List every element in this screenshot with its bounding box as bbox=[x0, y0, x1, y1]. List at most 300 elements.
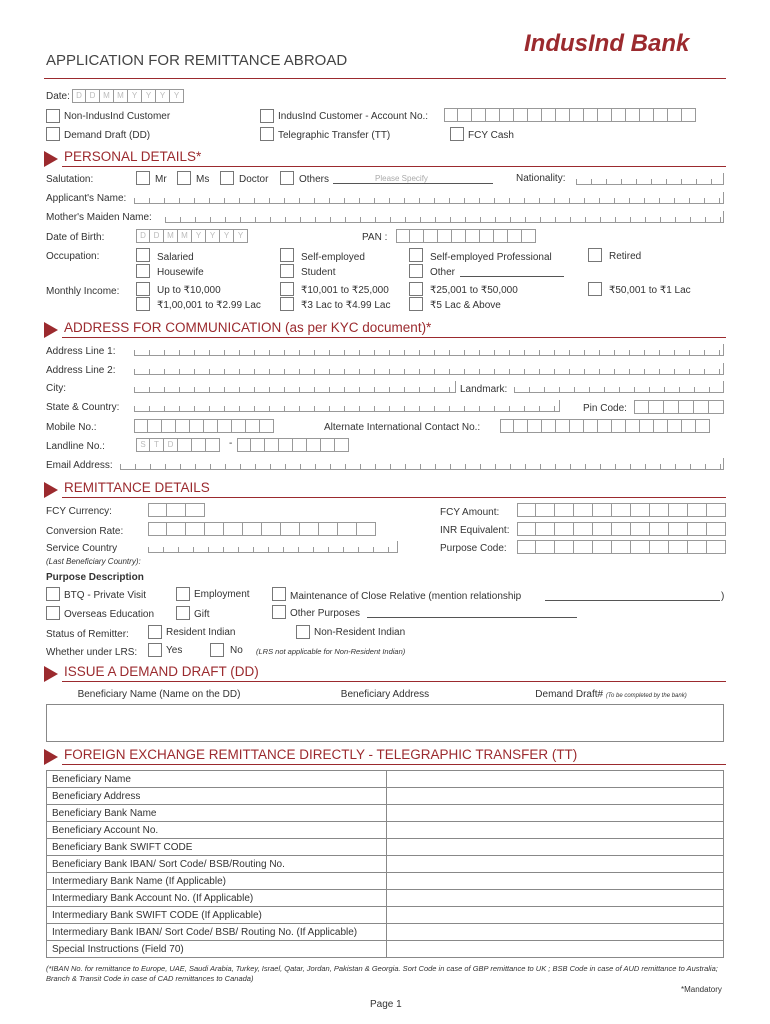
customer-checkbox[interactable] bbox=[260, 109, 274, 123]
applicant-name-field[interactable] bbox=[134, 192, 724, 204]
overseas-checkbox[interactable] bbox=[46, 606, 60, 620]
other-occupation-field[interactable] bbox=[460, 267, 564, 277]
tt-row bbox=[47, 873, 724, 890]
purpose-code-label: Purpose Code: bbox=[440, 543, 507, 554]
char-box[interactable]: Y bbox=[192, 229, 206, 243]
pin-label: Pin Code: bbox=[583, 403, 627, 414]
tt-row bbox=[47, 907, 724, 924]
char-box[interactable] bbox=[500, 108, 514, 122]
pan-field[interactable] bbox=[396, 229, 536, 243]
char-box[interactable] bbox=[593, 540, 612, 554]
char-box[interactable] bbox=[500, 419, 514, 433]
char-box[interactable] bbox=[626, 419, 640, 433]
overseas-label: Overseas Education bbox=[64, 609, 155, 620]
char-box[interactable] bbox=[654, 108, 668, 122]
email-label: Email Address: bbox=[46, 460, 113, 471]
dd-col-name: Beneficiary Name (Name on the DD) bbox=[77, 688, 241, 700]
char-box[interactable] bbox=[555, 503, 574, 517]
char-box[interactable]: M bbox=[114, 89, 128, 103]
student-checkbox[interactable] bbox=[280, 264, 294, 278]
char-box[interactable] bbox=[612, 419, 626, 433]
char-box[interactable]: Y bbox=[170, 89, 184, 103]
char-box[interactable] bbox=[508, 229, 522, 243]
inc2-label: ₹1,00,001 to ₹2.99 Lac bbox=[157, 300, 261, 311]
char-box[interactable] bbox=[246, 419, 260, 433]
char-box[interactable] bbox=[574, 540, 593, 554]
tt-row bbox=[47, 822, 724, 839]
char-box[interactable] bbox=[707, 522, 726, 536]
nationality-field[interactable] bbox=[576, 173, 724, 185]
tt-row bbox=[47, 856, 724, 873]
non-resident-label: Non-Resident Indian bbox=[314, 627, 406, 638]
dd-col-address: Beneficiary Address bbox=[340, 688, 430, 700]
char-box[interactable] bbox=[167, 503, 186, 517]
char-box[interactable] bbox=[570, 108, 584, 122]
char-box[interactable] bbox=[688, 540, 707, 554]
char-box[interactable] bbox=[517, 540, 536, 554]
state-label: State & Country: bbox=[46, 402, 120, 413]
date-label: Date: bbox=[46, 91, 70, 102]
tt-row-value[interactable] bbox=[387, 924, 724, 941]
alt-contact-field[interactable] bbox=[500, 419, 710, 433]
applicant-label: Applicant's Name: bbox=[46, 193, 127, 204]
housewife-checkbox[interactable] bbox=[136, 264, 150, 278]
nationality-label: Nationality: bbox=[516, 173, 566, 184]
char-box[interactable] bbox=[224, 522, 243, 536]
housewife-label: Housewife bbox=[157, 267, 204, 278]
tt-row-label: Intermediary Bank IBAN/ Sort Code/ BSB/ Routing No. (If Applicable) bbox=[47, 924, 387, 941]
char-box[interactable]: Y bbox=[234, 229, 248, 243]
inr-label: INR Equivalent: bbox=[440, 525, 510, 536]
tt-row-label: Beneficiary Address bbox=[47, 788, 387, 805]
char-box[interactable] bbox=[167, 522, 186, 536]
char-box[interactable] bbox=[650, 503, 669, 517]
char-box[interactable] bbox=[528, 419, 542, 433]
char-box[interactable]: Y bbox=[142, 89, 156, 103]
char-box[interactable] bbox=[338, 522, 357, 536]
char-box[interactable]: Y bbox=[220, 229, 234, 243]
fcy-currency-label: FCY Currency: bbox=[46, 506, 112, 517]
others-checkbox[interactable] bbox=[280, 171, 294, 185]
char-box[interactable] bbox=[574, 503, 593, 517]
salaried-checkbox[interactable] bbox=[136, 248, 150, 262]
char-box[interactable] bbox=[279, 438, 293, 452]
char-box[interactable] bbox=[528, 108, 542, 122]
footer-note: (*IBAN No. for remittance to Europe, UAE, Saudi Arabia, Turkey, Israel, Qatar, Jordan, Pakistan & Georgia. Sort Code in case of GBP remittance to UK ; BSB Code in case of AUD remittance to Australia; Branch & Transit Code in case of CAD remittances to Canada) bbox=[46, 964, 718, 983]
char-box[interactable] bbox=[424, 229, 438, 243]
please-specify-hint: Please Specify bbox=[375, 174, 428, 183]
non-customer-checkbox[interactable] bbox=[46, 109, 60, 123]
other-purposes-field[interactable] bbox=[367, 608, 577, 618]
address-line1-label: Address Line 1: bbox=[46, 346, 116, 357]
char-box[interactable] bbox=[555, 540, 574, 554]
city-label: City: bbox=[46, 383, 66, 394]
char-box[interactable] bbox=[186, 503, 205, 517]
tt-row-value[interactable] bbox=[387, 941, 724, 958]
char-box[interactable] bbox=[598, 108, 612, 122]
char-box[interactable] bbox=[631, 540, 650, 554]
char-box[interactable] bbox=[335, 438, 349, 452]
char-box[interactable] bbox=[281, 522, 300, 536]
char-box[interactable]: S bbox=[136, 438, 150, 452]
tt-row-label: Beneficiary Name bbox=[47, 771, 387, 788]
char-box[interactable] bbox=[134, 419, 148, 433]
gift-checkbox[interactable] bbox=[176, 606, 190, 620]
char-box[interactable] bbox=[522, 229, 536, 243]
self-prof-label: Self-employed Professional bbox=[430, 252, 552, 263]
char-box[interactable] bbox=[707, 503, 726, 517]
inc1-label: Up to ₹10,000 bbox=[157, 285, 221, 296]
char-box[interactable] bbox=[668, 108, 682, 122]
mother-label: Mother's Maiden Name: bbox=[46, 212, 152, 223]
email-field[interactable] bbox=[120, 458, 724, 470]
inc3-label: ₹10,001 to ₹25,000 bbox=[301, 285, 389, 296]
mandatory-note: *Mandatory bbox=[681, 985, 722, 994]
page-title: APPLICATION FOR REMITTANCE ABROAD bbox=[46, 52, 348, 69]
char-box[interactable]: Y bbox=[206, 229, 220, 243]
inc3-checkbox[interactable] bbox=[280, 282, 294, 296]
char-box[interactable] bbox=[574, 522, 593, 536]
yes-checkbox[interactable] bbox=[148, 643, 162, 657]
dob-field[interactable] bbox=[136, 229, 248, 243]
char-box[interactable] bbox=[452, 229, 466, 243]
salaried-label: Salaried bbox=[157, 252, 194, 263]
conversion-label: Conversion Rate: bbox=[46, 526, 124, 537]
char-box[interactable] bbox=[514, 419, 528, 433]
tt-table bbox=[46, 770, 724, 958]
page-number: Page 1 bbox=[370, 999, 402, 1010]
tt-row-value[interactable] bbox=[387, 856, 724, 873]
char-box[interactable]: D bbox=[164, 438, 178, 452]
bank-logo: IndusInd Bank bbox=[524, 30, 690, 57]
char-box[interactable] bbox=[696, 419, 710, 433]
char-box[interactable] bbox=[293, 438, 307, 452]
char-box[interactable]: M bbox=[164, 229, 178, 243]
inc5-checkbox[interactable] bbox=[409, 282, 423, 296]
char-box[interactable] bbox=[654, 419, 668, 433]
close-paren: ) bbox=[721, 591, 725, 602]
char-box[interactable] bbox=[694, 400, 709, 414]
btq-label: BTQ - Private Visit bbox=[64, 590, 147, 601]
header-rule bbox=[44, 78, 726, 79]
char-box[interactable] bbox=[669, 503, 688, 517]
char-box[interactable] bbox=[396, 229, 410, 243]
pin-field[interactable] bbox=[634, 400, 724, 414]
char-box[interactable] bbox=[593, 503, 612, 517]
char-box[interactable] bbox=[664, 400, 679, 414]
tt-row-value[interactable] bbox=[387, 890, 724, 907]
char-box[interactable] bbox=[444, 108, 458, 122]
fcy-amount-field[interactable] bbox=[517, 503, 726, 517]
no-label: No bbox=[230, 645, 243, 656]
dd-col-number: Demand Draft# (To be completed by the bank) bbox=[535, 688, 687, 700]
char-box[interactable] bbox=[148, 503, 167, 517]
tt-row-value[interactable] bbox=[387, 771, 724, 788]
other-purposes-checkbox[interactable] bbox=[272, 605, 286, 619]
char-box[interactable]: D bbox=[86, 89, 100, 103]
char-box[interactable] bbox=[237, 438, 251, 452]
dob-label: Date of Birth: bbox=[46, 232, 105, 243]
service-country-label: Service Country bbox=[46, 543, 118, 554]
other-purposes-label: Other Purposes bbox=[290, 608, 361, 619]
tt-row-value[interactable] bbox=[387, 822, 724, 839]
inc2-checkbox[interactable] bbox=[136, 297, 150, 311]
service-country-field[interactable] bbox=[148, 541, 398, 553]
fcy-currency-field[interactable] bbox=[148, 503, 205, 517]
char-box[interactable] bbox=[650, 522, 669, 536]
self-employed-label: Self-employed bbox=[301, 252, 365, 263]
char-box[interactable] bbox=[536, 540, 555, 554]
ms-label: Ms bbox=[196, 174, 210, 185]
other-occupation-checkbox[interactable] bbox=[409, 264, 423, 278]
state-field[interactable] bbox=[134, 400, 560, 412]
char-box[interactable] bbox=[570, 419, 584, 433]
char-box[interactable] bbox=[555, 522, 574, 536]
char-box[interactable]: D bbox=[150, 229, 164, 243]
char-box[interactable] bbox=[669, 540, 688, 554]
landmark-field[interactable] bbox=[514, 381, 724, 393]
char-box[interactable] bbox=[162, 419, 176, 433]
char-box[interactable] bbox=[192, 438, 206, 452]
char-box[interactable] bbox=[556, 108, 570, 122]
inc6-label: ₹5 Lac & Above bbox=[430, 300, 501, 311]
personal-section-header: PERSONAL DETAILS* bbox=[44, 149, 726, 167]
char-box[interactable] bbox=[260, 419, 274, 433]
char-box[interactable] bbox=[262, 522, 281, 536]
relationship-field[interactable] bbox=[545, 591, 720, 601]
dd-label: Demand Draft (DD) bbox=[64, 130, 151, 141]
char-box[interactable] bbox=[357, 522, 376, 536]
char-box[interactable] bbox=[612, 108, 626, 122]
char-box[interactable] bbox=[649, 400, 664, 414]
landline-label: Landline No.: bbox=[46, 441, 105, 452]
char-box[interactable] bbox=[514, 108, 528, 122]
char-box[interactable]: M bbox=[178, 229, 192, 243]
char-box[interactable] bbox=[517, 503, 536, 517]
fcy-cash-label: FCY Cash bbox=[468, 130, 514, 141]
char-box[interactable] bbox=[243, 522, 262, 536]
non-resident-checkbox[interactable] bbox=[296, 625, 310, 639]
maintenance-checkbox[interactable] bbox=[272, 587, 286, 601]
others-label: Others bbox=[299, 174, 330, 185]
account-number-field[interactable] bbox=[444, 108, 696, 122]
char-box[interactable] bbox=[598, 419, 612, 433]
tt-row bbox=[47, 771, 724, 788]
char-box[interactable] bbox=[631, 503, 650, 517]
char-box[interactable]: D bbox=[72, 89, 86, 103]
dd-table bbox=[46, 686, 724, 702]
tt-row-label: Intermediary Bank Name (If Applicable) bbox=[47, 873, 387, 890]
tt-row bbox=[47, 890, 724, 907]
mr-label: Mr bbox=[155, 174, 167, 185]
date-field[interactable] bbox=[72, 89, 184, 103]
address-section-header: ADDRESS FOR COMMUNICATION (as per KYC document)* bbox=[44, 320, 726, 338]
doctor-label: Doctor bbox=[239, 174, 269, 185]
self-employed-checkbox[interactable] bbox=[280, 248, 294, 262]
yes-label: Yes bbox=[166, 645, 183, 656]
char-box[interactable] bbox=[612, 522, 631, 536]
tt-row-value[interactable] bbox=[387, 839, 724, 856]
char-box[interactable] bbox=[688, 522, 707, 536]
inc4-label: ₹3 Lac to ₹4.99 Lac bbox=[301, 300, 391, 311]
dd-box[interactable] bbox=[46, 704, 724, 742]
char-box[interactable] bbox=[631, 522, 650, 536]
mobile-field[interactable] bbox=[134, 419, 274, 433]
char-box[interactable] bbox=[218, 419, 232, 433]
char-box[interactable] bbox=[634, 400, 649, 414]
address-line2-label: Address Line 2: bbox=[46, 365, 116, 376]
char-box[interactable] bbox=[668, 419, 682, 433]
char-box[interactable] bbox=[148, 522, 167, 536]
char-box[interactable] bbox=[438, 229, 452, 243]
char-box[interactable] bbox=[307, 438, 321, 452]
char-box[interactable] bbox=[205, 522, 224, 536]
fcy-cash-checkbox[interactable] bbox=[450, 127, 464, 141]
address-line2-field[interactable] bbox=[134, 363, 724, 375]
char-box[interactable] bbox=[486, 108, 500, 122]
landmark-label: Landmark: bbox=[460, 384, 508, 395]
btq-checkbox[interactable] bbox=[46, 587, 60, 601]
char-box[interactable]: M bbox=[100, 89, 114, 103]
char-box[interactable] bbox=[321, 438, 335, 452]
char-box[interactable] bbox=[232, 419, 246, 433]
tt-row-value[interactable] bbox=[387, 873, 724, 890]
char-box[interactable] bbox=[472, 108, 486, 122]
tt-row bbox=[47, 805, 724, 822]
inc7-label: ₹50,001 to ₹1 Lac bbox=[609, 285, 691, 296]
char-box[interactable] bbox=[682, 419, 696, 433]
other-occupation-label: Other bbox=[430, 267, 456, 278]
resident-checkbox[interactable] bbox=[148, 625, 162, 639]
inc7-checkbox[interactable] bbox=[588, 282, 602, 296]
mr-checkbox[interactable] bbox=[136, 171, 150, 185]
char-box[interactable] bbox=[536, 522, 555, 536]
char-box[interactable] bbox=[204, 419, 218, 433]
inc1-checkbox[interactable] bbox=[136, 282, 150, 296]
char-box[interactable] bbox=[458, 108, 472, 122]
resident-label: Resident Indian bbox=[166, 627, 236, 638]
char-box[interactable] bbox=[542, 108, 556, 122]
char-box[interactable] bbox=[517, 522, 536, 536]
char-box[interactable] bbox=[190, 419, 204, 433]
tt-label: Telegraphic Transfer (TT) bbox=[278, 130, 391, 141]
address-line1-field[interactable] bbox=[134, 344, 724, 356]
char-box[interactable]: Y bbox=[128, 89, 142, 103]
char-box[interactable]: Y bbox=[156, 89, 170, 103]
no-checkbox[interactable] bbox=[210, 643, 224, 657]
char-box[interactable] bbox=[319, 522, 338, 536]
landline-field[interactable] bbox=[237, 438, 349, 452]
char-box[interactable] bbox=[466, 229, 480, 243]
char-box[interactable] bbox=[688, 503, 707, 517]
ms-checkbox[interactable] bbox=[177, 171, 191, 185]
maintenance-label: Maintenance of Close Relative (mention relationship bbox=[290, 591, 522, 602]
char-box[interactable]: T bbox=[150, 438, 164, 452]
last-benef-label: (Last Beneficiary Country): bbox=[46, 557, 141, 566]
char-box[interactable] bbox=[494, 229, 508, 243]
tt-row bbox=[47, 941, 724, 958]
status-label: Status of Remitter: bbox=[46, 629, 129, 640]
occupation-label: Occupation: bbox=[46, 251, 100, 262]
tt-row-label: Beneficiary Account No. bbox=[47, 822, 387, 839]
char-box[interactable] bbox=[612, 540, 631, 554]
dd-checkbox[interactable] bbox=[46, 127, 60, 141]
alt-contact-label: Alternate International Contact No.: bbox=[324, 422, 481, 433]
char-box[interactable] bbox=[480, 229, 494, 243]
char-box[interactable] bbox=[556, 419, 570, 433]
tt-row-value[interactable] bbox=[387, 788, 724, 805]
char-box[interactable] bbox=[186, 522, 205, 536]
char-box[interactable] bbox=[593, 522, 612, 536]
inr-field[interactable] bbox=[517, 522, 726, 536]
purpose-code-field[interactable] bbox=[517, 540, 726, 554]
tt-row-label: Special Instructions (Field 70) bbox=[47, 941, 387, 958]
tt-row-label: Beneficiary Bank IBAN/ Sort Code/ BSB/Routing No. bbox=[47, 856, 387, 873]
tt-row bbox=[47, 924, 724, 941]
char-box[interactable] bbox=[612, 503, 631, 517]
char-box[interactable] bbox=[542, 419, 556, 433]
retired-checkbox[interactable] bbox=[588, 248, 602, 262]
char-box[interactable] bbox=[709, 400, 724, 414]
non-customer-label: Non-IndusInd Customer bbox=[64, 111, 171, 122]
salutation-label: Salutation: bbox=[46, 174, 94, 185]
char-box[interactable] bbox=[640, 108, 654, 122]
char-box[interactable] bbox=[265, 438, 279, 452]
char-box[interactable]: D bbox=[136, 229, 150, 243]
landline-dash: - bbox=[229, 438, 233, 449]
tt-row bbox=[47, 839, 724, 856]
city-field[interactable] bbox=[134, 381, 456, 393]
char-box[interactable] bbox=[584, 419, 598, 433]
tt-row-value[interactable] bbox=[387, 805, 724, 822]
char-box[interactable] bbox=[148, 419, 162, 433]
char-box[interactable] bbox=[176, 419, 190, 433]
conversion-field[interactable] bbox=[148, 522, 376, 536]
tt-row-label: Beneficiary Bank Name bbox=[47, 805, 387, 822]
pan-label: PAN : bbox=[362, 232, 388, 243]
char-box[interactable] bbox=[650, 540, 669, 554]
char-box[interactable] bbox=[536, 503, 555, 517]
char-box[interactable] bbox=[682, 108, 696, 122]
tt-row bbox=[47, 788, 724, 805]
employment-checkbox[interactable] bbox=[176, 587, 190, 601]
remittance-section-header: REMITTANCE DETAILS bbox=[44, 480, 726, 498]
char-box[interactable] bbox=[707, 540, 726, 554]
self-prof-checkbox[interactable] bbox=[409, 248, 423, 262]
char-box[interactable] bbox=[679, 400, 694, 414]
doctor-checkbox[interactable] bbox=[220, 171, 234, 185]
income-label: Monthly Income: bbox=[46, 286, 120, 297]
char-box[interactable] bbox=[178, 438, 192, 452]
char-box[interactable] bbox=[669, 522, 688, 536]
char-box[interactable] bbox=[584, 108, 598, 122]
employment-label: Employment bbox=[194, 589, 250, 600]
char-box[interactable] bbox=[206, 438, 220, 452]
inc4-checkbox[interactable] bbox=[280, 297, 294, 311]
std-field[interactable] bbox=[136, 438, 220, 452]
tt-row-value[interactable] bbox=[387, 907, 724, 924]
char-box[interactable] bbox=[640, 419, 654, 433]
char-box[interactable] bbox=[410, 229, 424, 243]
fcy-amount-label: FCY Amount: bbox=[440, 507, 500, 518]
mother-name-field[interactable] bbox=[165, 211, 724, 223]
char-box[interactable] bbox=[300, 522, 319, 536]
char-box[interactable] bbox=[626, 108, 640, 122]
inc5-label: ₹25,001 to ₹50,000 bbox=[430, 285, 518, 296]
inc6-checkbox[interactable] bbox=[409, 297, 423, 311]
tt-checkbox[interactable] bbox=[260, 127, 274, 141]
char-box[interactable] bbox=[251, 438, 265, 452]
